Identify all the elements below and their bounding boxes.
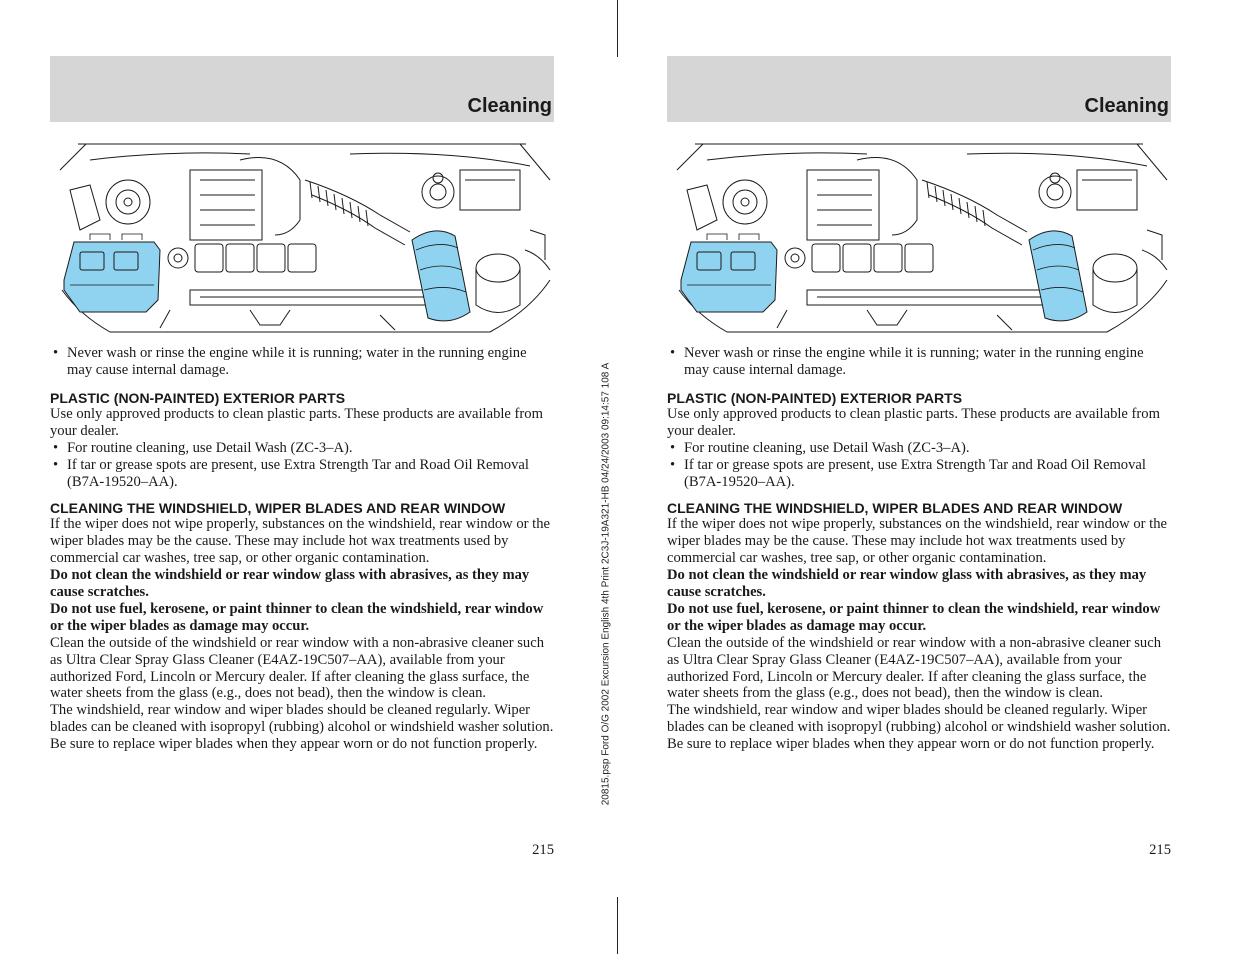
list-item: [667, 440, 1171, 457]
list-item: [667, 457, 1171, 491]
list-item-text: If tar or grease spots are present, use Extra Strength Tar and Road Oil Removal (B7A-19520–AA).: [684, 457, 1146, 490]
page-number: 215: [532, 842, 554, 858]
section-heading: CLEANING THE WINDSHIELD, WIPER BLADES AND REAR WINDOW: [50, 499, 506, 516]
paragraph: Use only approved products to clean plastic parts. These products are available from your dealer.: [667, 406, 1160, 440]
page-body: [50, 345, 554, 753]
print-slug-text: 20815.psp Ford O/G 2002 Excursion English 4th Print 2C3J-19A321-HB 04/24/2003 09:14:57 108 A: [600, 362, 612, 806]
list-item-text: For routine cleaning, use Detail Wash (ZC-3–A).: [67, 440, 353, 457]
paragraph: The windshield, rear window and wiper blades should be cleaned regularly. Wiper blades can be cleaned with isopropyl (rubbing) alcohol or windshield washer solution. Be sure to replace wiper blades when they appear worn or do not function properly.: [50, 702, 554, 753]
list-item-text: If tar or grease spots are present, use Extra Strength Tar and Road Oil Removal (B7A-19520–AA).: [67, 457, 529, 490]
paragraph: Use only approved products to clean plastic parts. These products are available from your dealer.: [50, 406, 543, 440]
page-number: 215: [1149, 842, 1171, 858]
crop-mark-top: [617, 0, 618, 57]
header-band: [667, 56, 1171, 122]
paragraph: Clean the outside of the windshield or rear window with a non-abrasive cleaner such as Ultra Clear Spray Glass Cleaner (E4AZ-19C507–AA), available from your authorized Ford, Lincoln or Mercury dealer. If after cleaning the glass surface, the water sheets from the glass (e.g., does not bead), then the window is clean.: [50, 634, 545, 702]
section-title: Cleaning: [1084, 95, 1169, 117]
paragraph: Clean the outside of the windshield or rear window with a non-abrasive cleaner such as Ultra Clear Spray Glass Cleaner (E4AZ-19C507–AA), available from your authorized Ford, Lincoln or Mercury dealer. If after cleaning the glass surface, the water sheets from the glass (e.g., does not bead), then the window is clean.: [667, 634, 1162, 702]
bullet-dot: •: [53, 457, 59, 474]
bullet-dot: •: [670, 457, 676, 474]
page-body: [667, 345, 1171, 753]
bullet-dot: •: [53, 440, 59, 457]
header-band: [50, 56, 554, 122]
list-item-text: For routine cleaning, use Detail Wash (ZC-3–A).: [684, 440, 970, 457]
list-item: [50, 457, 554, 491]
bullet-dot: •: [670, 440, 676, 457]
bullet-dot: •: [670, 345, 676, 361]
engine-compartment-illustration: [667, 140, 1171, 336]
left-page: [50, 0, 554, 954]
bold-warning: Do not clean the windshield or rear window glass with abrasives, as they may cause scratches.: [50, 567, 530, 600]
section-title: Cleaning: [467, 95, 552, 117]
crop-mark-bottom: [617, 897, 618, 954]
list-item: [50, 440, 554, 457]
engine-wash-warning: Never wash or rinse the engine while it is running; water in the running engine may cause internal damage.: [684, 345, 1144, 378]
list-item: [50, 345, 554, 379]
print-slug: [598, 345, 614, 823]
bullet-dot: •: [53, 345, 59, 361]
bold-warning: Do not clean the windshield or rear window glass with abrasives, as they may cause scratches.: [667, 567, 1147, 600]
paragraph: If the wiper does not wipe properly, substances on the windshield, rear window or the wiper blades may be the cause. These may include hot wax treatments used by commercial car washes, tree sap, or other organic contamination.: [50, 516, 550, 567]
bold-warning: Do not use fuel, kerosene, or paint thinner to clean the windshield, rear window or the wiper blades as damage may occur.: [667, 600, 1161, 634]
list-item: [667, 345, 1171, 379]
section-heading: PLASTIC (NON-PAINTED) EXTERIOR PARTS: [50, 389, 346, 406]
section-heading: CLEANING THE WINDSHIELD, WIPER BLADES AND REAR WINDOW: [667, 499, 1123, 516]
right-page: [667, 0, 1171, 954]
paragraph: If the wiper does not wipe properly, substances on the windshield, rear window or the wiper blades may be the cause. These may include hot wax treatments used by commercial car washes, tree sap, or other organic contamination.: [667, 516, 1167, 567]
engine-compartment-illustration: [50, 140, 554, 336]
section-heading: PLASTIC (NON-PAINTED) EXTERIOR PARTS: [667, 389, 963, 406]
bold-warning: Do not use fuel, kerosene, or paint thinner to clean the windshield, rear window or the wiper blades as damage may occur.: [50, 600, 544, 634]
paragraph: The windshield, rear window and wiper blades should be cleaned regularly. Wiper blades can be cleaned with isopropyl (rubbing) alcohol or windshield washer solution. Be sure to replace wiper blades when they appear worn or do not function properly.: [667, 702, 1171, 753]
engine-wash-warning: Never wash or rinse the engine while it is running; water in the running engine may cause internal damage.: [67, 345, 527, 378]
